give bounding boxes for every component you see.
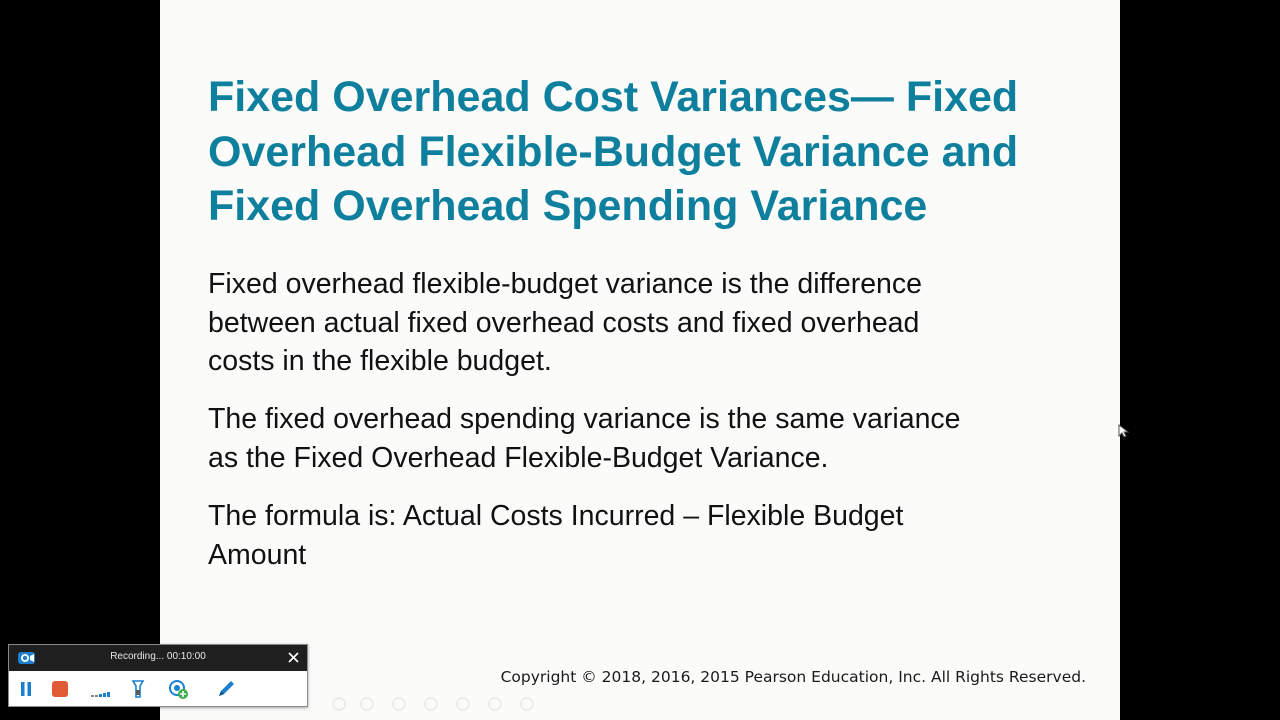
pen-button[interactable] — [215, 678, 237, 700]
volume-level[interactable] — [89, 678, 111, 700]
webcam-add-button[interactable] — [167, 678, 189, 700]
annotation-tool-button[interactable] — [127, 678, 149, 700]
paragraph-line: as the Fixed Overhead Flexible-Budget Variance. — [208, 441, 829, 474]
slide-title — [208, 70, 1088, 234]
stop-icon — [49, 678, 71, 700]
paragraph-line: The fixed overhead spending variance is the same variance — [208, 403, 961, 435]
recorder-panel — [8, 644, 308, 707]
recorder-toolbar — [9, 671, 307, 706]
mouse-cursor-icon — [1118, 424, 1130, 438]
slide-title-line: Fixed Overhead Cost Variances— Fixed — [208, 73, 1019, 121]
recorder-header[interactable] — [9, 645, 307, 671]
presenter-controls-icon — [332, 697, 542, 711]
copyright-notice: Copyright © 2018, 2016, 2015 Pearson Education, Inc. All Rights Reserved. — [500, 668, 1086, 686]
close-icon[interactable] — [287, 651, 300, 664]
paragraph-line: costs in the flexible budget. — [208, 345, 552, 377]
stop-button[interactable] — [49, 678, 71, 700]
pause-icon — [15, 678, 37, 700]
recording-status: Recording... 00:10:00 — [110, 651, 206, 662]
paragraph-flexible-budget-variance — [208, 265, 1088, 381]
paragraph-line: Amount — [208, 538, 307, 571]
pause-button[interactable] — [15, 678, 37, 700]
annotation-tool-icon — [127, 678, 149, 700]
slide-title-line: Overhead Flexible-Budget Variance and — [208, 127, 1019, 176]
pen-icon — [215, 678, 237, 700]
volume-level-icon — [89, 678, 111, 700]
paragraph-formula — [208, 497, 1088, 574]
slide-title-line: Fixed Overhead Spending Variance — [208, 182, 928, 230]
paragraph-line: Fixed overhead flexible-budget variance is the difference — [208, 268, 922, 300]
paragraph-spending-variance — [208, 400, 1088, 477]
paragraph-line: The formula is: Actual Costs Incurred – Flexible Budget — [208, 500, 904, 532]
paragraph-line: between actual fixed overhead costs and fixed overhead — [208, 306, 920, 339]
webcam-add-icon — [167, 678, 189, 700]
slide — [160, 0, 1120, 720]
